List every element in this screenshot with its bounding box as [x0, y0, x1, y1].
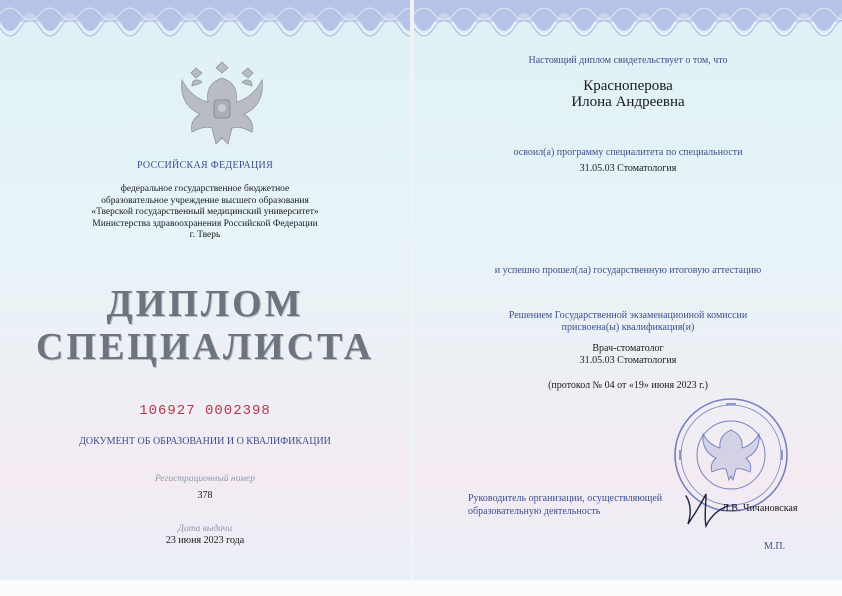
head-title: образовательную деятельность	[468, 506, 601, 517]
signer-name: Л.В. Чичановская	[722, 503, 798, 514]
institution-line: образовательное учреждение высшего образования	[101, 195, 309, 206]
institution-line: «Тверской государственный медицинский университет»	[91, 207, 319, 218]
protocol-text: (протокол № 04 от «19» июня 2023 г.)	[548, 380, 708, 391]
reg-number-label: Регистрационный номер	[154, 474, 256, 484]
institution-line: федеральное государственное бюджетное	[120, 184, 290, 194]
diploma-title-line2: СПЕЦИАЛИСТА	[35, 326, 375, 368]
document-type: ДОКУМЕНТ ОБ ОБРАЗОВАНИИ И О КВАЛИФИКАЦИИ	[79, 436, 331, 447]
decision-text: Решением Государственной экзаменационной комиссии	[508, 310, 748, 321]
holder-surname: Красноперова	[583, 78, 673, 94]
stamp-mark: М.П.	[764, 541, 786, 552]
passed-text: и успешно прошел(ла) государственную итоговую аттестацию	[494, 265, 762, 276]
head-title: Руководитель организации, осуществляющей	[468, 493, 663, 504]
specialty: 31.05.03 Стоматология	[579, 163, 677, 174]
diploma-inner-page	[414, 0, 842, 580]
program-text: освоил(а) программу специалитета по специальности	[513, 147, 743, 158]
holder-name: Илона Андреевна	[571, 94, 685, 110]
double-headed-eagle-icon	[176, 56, 268, 152]
institution-line: г. Тверь	[189, 230, 221, 241]
diploma-title-line1: ДИПЛОМ	[106, 283, 304, 325]
institution-block	[0, 184, 410, 242]
issue-date: 23 июня 2023 года	[165, 535, 245, 546]
decision-text: присвоена(ы) квалификация(и)	[561, 322, 695, 333]
institution-line: Министерства здравоохранения Российской Федерации	[92, 218, 318, 229]
reg-number: 378	[197, 490, 213, 501]
certify-text: Настоящий диплом свидетельствует о том, что	[528, 55, 728, 66]
guilloche-border	[0, 0, 410, 48]
qualification: Врач-стоматолог	[592, 343, 664, 354]
country-name: РОССИЙСКАЯ ФЕДЕРАЦИЯ	[136, 160, 274, 171]
issue-date-label: Дата выдачи	[177, 524, 233, 534]
diploma-cover-page	[0, 0, 410, 580]
qualification-specialty: 31.05.03 Стоматология	[579, 355, 677, 366]
serial-number: 106927 0002398	[139, 403, 271, 419]
guilloche-border	[414, 0, 842, 48]
